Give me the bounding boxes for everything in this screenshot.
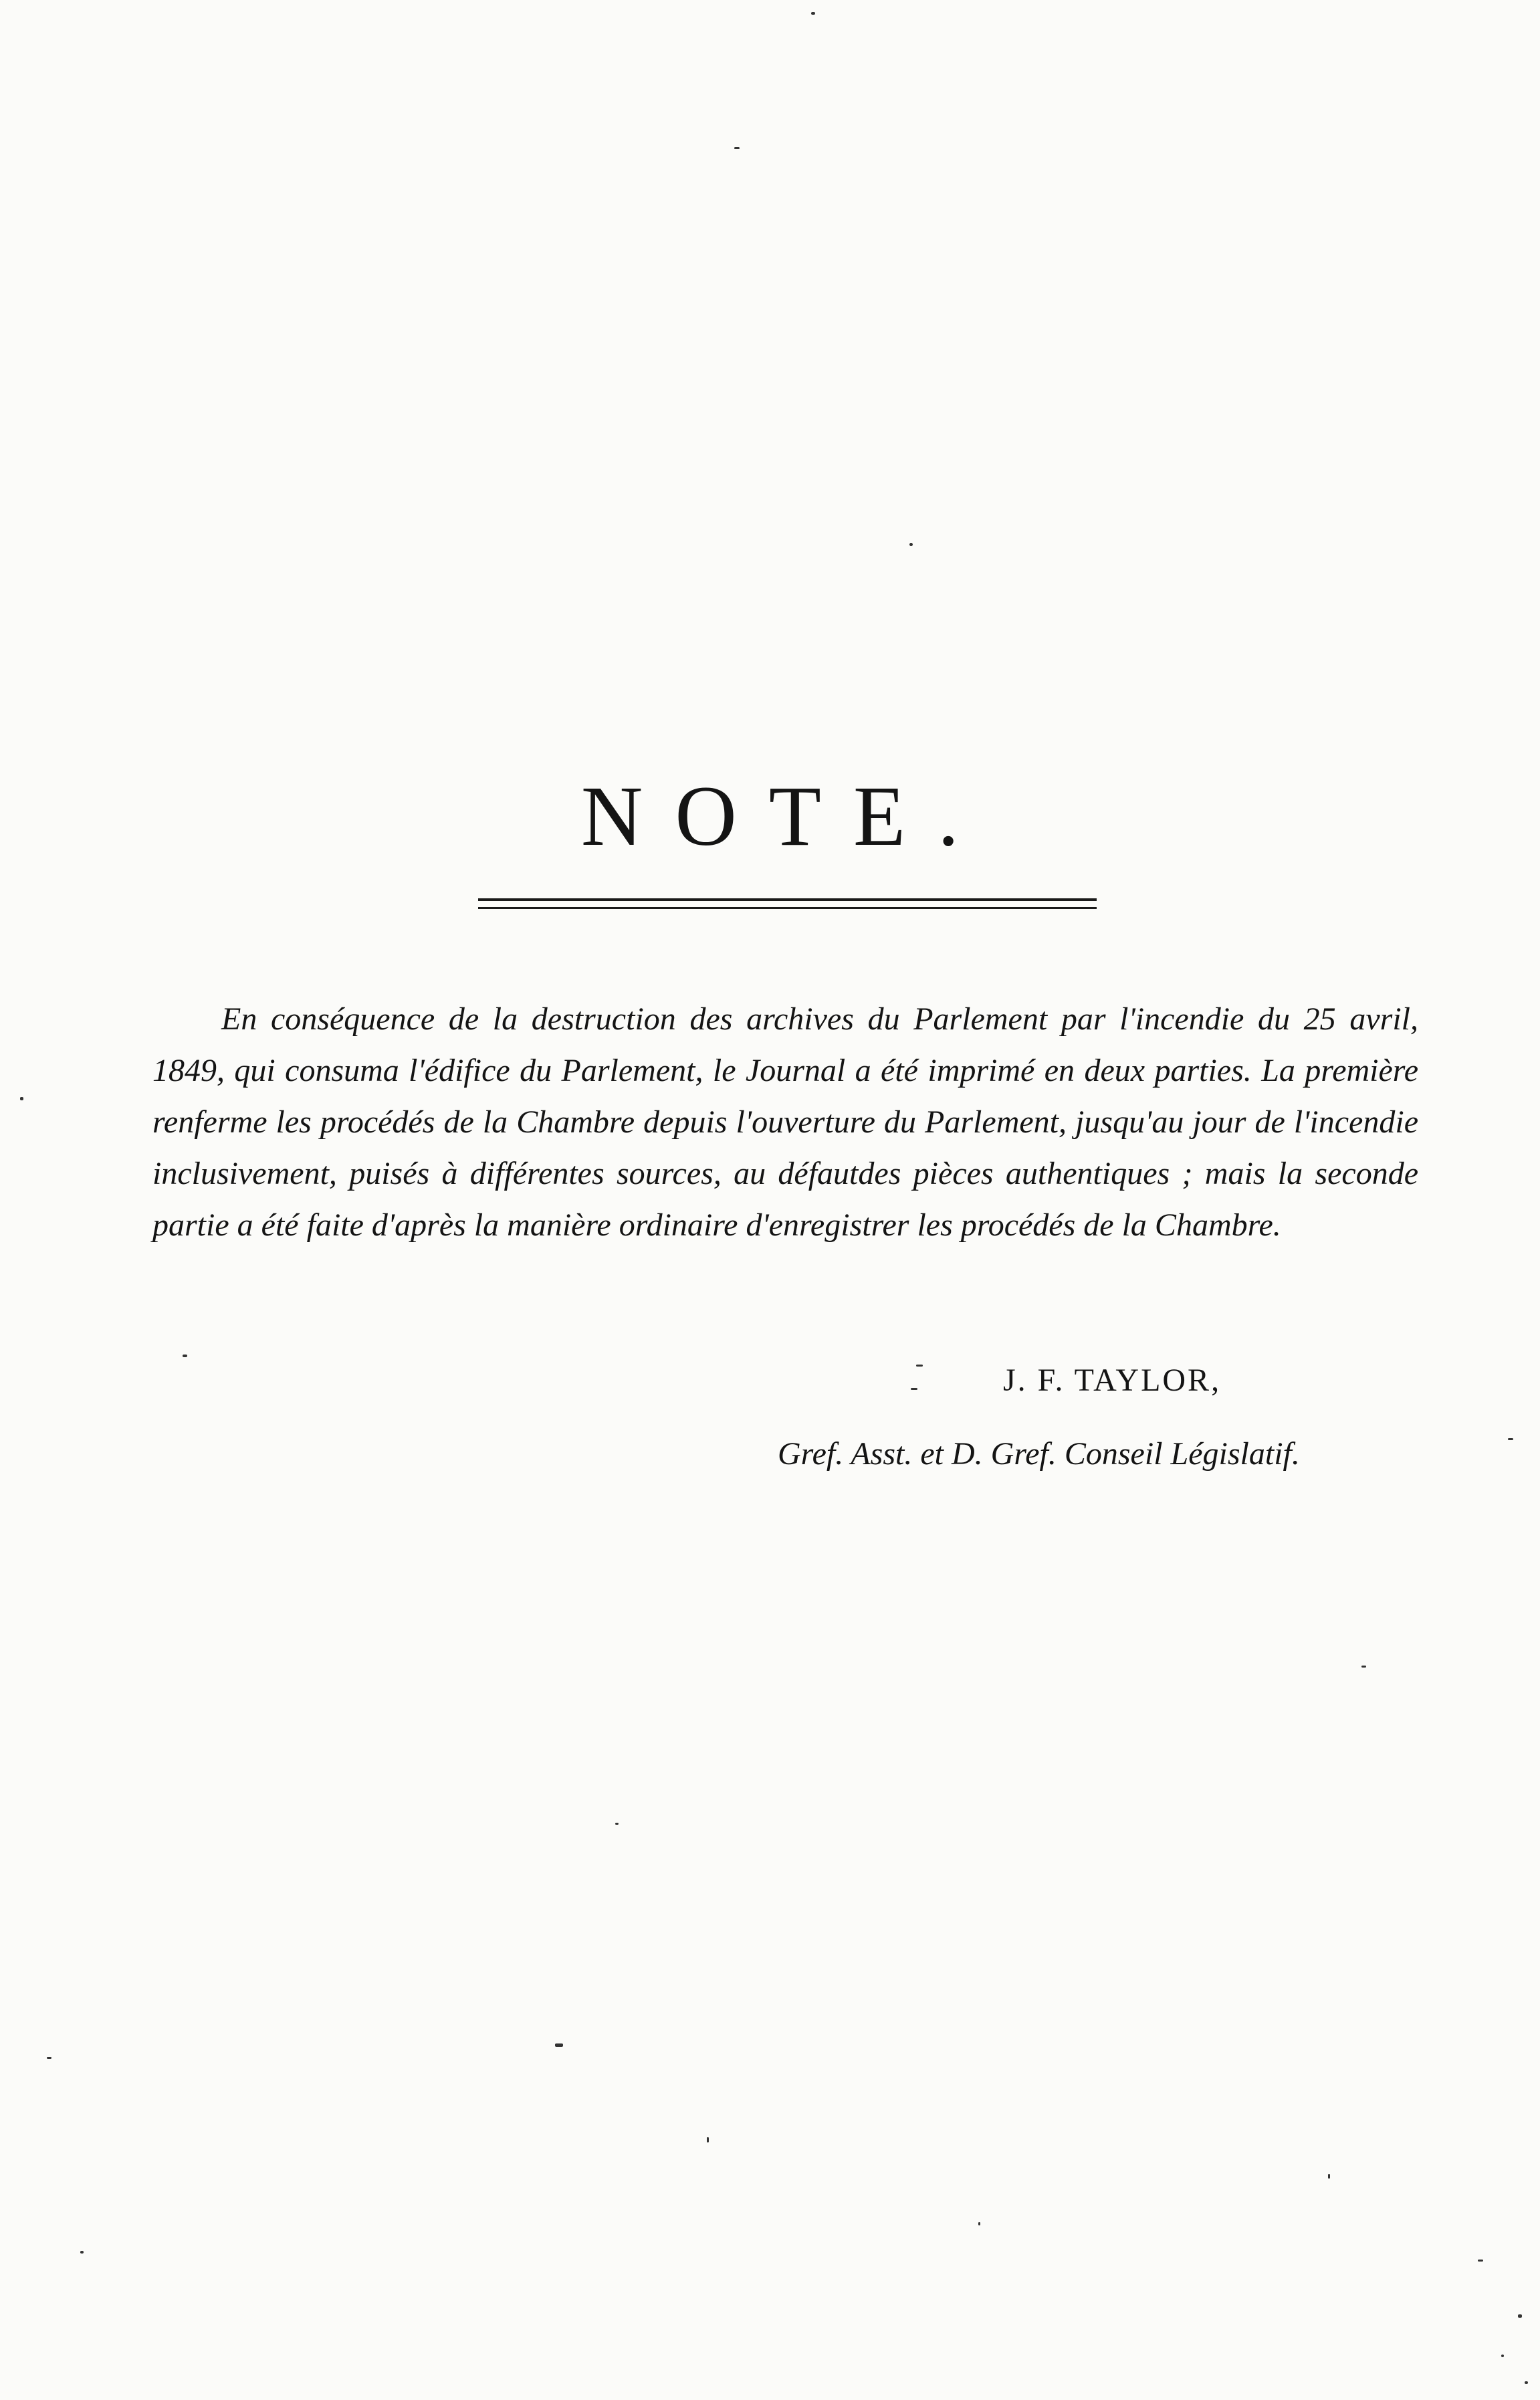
scan-speck bbox=[1518, 2314, 1522, 2318]
scan-speck bbox=[1508, 1438, 1513, 1440]
scan-speck bbox=[811, 12, 815, 15]
rule-line-top bbox=[478, 898, 1097, 901]
scan-speck bbox=[978, 2222, 980, 2225]
scan-speck bbox=[911, 1388, 917, 1390]
scan-speck bbox=[1501, 2355, 1504, 2357]
scan-speck bbox=[80, 2251, 84, 2254]
scan-speck bbox=[615, 1823, 619, 1825]
scan-speck bbox=[555, 2043, 563, 2047]
signature-name: J. F. TAYLOR, bbox=[1003, 1363, 1222, 1398]
scan-speck bbox=[909, 543, 913, 546]
double-rule-divider bbox=[478, 898, 1097, 912]
scan-speck bbox=[20, 1097, 23, 1100]
rule-line-bottom bbox=[478, 907, 1097, 909]
scan-speck bbox=[707, 2137, 709, 2142]
scan-speck bbox=[734, 147, 740, 149]
scan-speck bbox=[1525, 2381, 1528, 2384]
scan-speck bbox=[1361, 1666, 1366, 1668]
scan-speck bbox=[183, 1355, 187, 1357]
scan-speck bbox=[1478, 2260, 1483, 2262]
scan-speck bbox=[916, 1365, 923, 1367]
note-paragraph: En conséquence de la destruction des archives du Parlement par l'incendie du 25 avril, 1849, qui consuma l'édifice du Parlement, le Journal a été imprimé en deux parties. La première renferme les procédés de la Chambre depuis l'ouverture du Parlement, jusqu'au jour de l'incendie inclusivement, puisés à différentes sources, au défautdes pièces authentiques ; mais la seconde partie a été faite d'après la manière ordinaire d'enregistrer les procédés de la Chambre. bbox=[152, 1001, 1418, 1243]
scan-speck bbox=[1328, 2174, 1330, 2179]
page-title: NOTE. bbox=[580, 768, 992, 864]
signature-title: Gref. Asst. et D. Gref. Conseil Législatif. bbox=[778, 1436, 1300, 1472]
scan-speck bbox=[47, 2057, 51, 2059]
